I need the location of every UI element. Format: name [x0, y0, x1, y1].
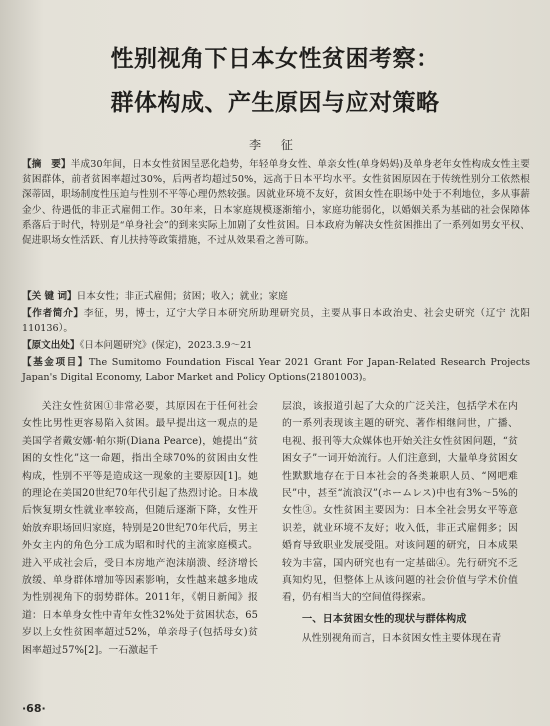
article-title-line2: 群体构成、产生原因与应对策略: [110, 90, 440, 116]
abstract-block: [22, 157, 530, 248]
keywords-text: 日本女性；非正式雇佣；贫困；收入；就业；家庭: [76, 291, 288, 302]
fund-text: The Sumitomo Foundation Fiscal Year 2021 Grant For Japan-Related Research Projects Japan's Digital Economy, Labor Market and Policy Options(21801003)。: [22, 357, 530, 384]
body-paragraph: 从性别视角而言，日本贫困女性主要体现在青: [301, 633, 502, 645]
source-text: 《日本问题研究》(保定)，2023.3.9～21: [79, 340, 253, 351]
source-block: [22, 338, 530, 353]
article-title-line1: 性别视角下日本女性贫困考察：: [110, 46, 440, 72]
fund-label: 【基金项目】: [22, 357, 89, 368]
section-heading: 一、日本贫困女性的现状与群体构成: [302, 613, 467, 625]
author-intro-block: [22, 306, 530, 336]
body-paragraph: 层浪，该报道引起了大众的广泛关注，包括学术在内的一系列表现该主题的研究、著作相继问世，广播、电视、报刊等大众媒体也开始关注女性贫困问题，“贫困女子”一词开始流行。人们注意到，大量单身贫困女性默默地存在于日本社会的各类兼职人员、“网吧难民”中，甚至“流浪汉”(ホームレス)中也有3%～5%的女性③。女性贫困主要因为：日本全社会男女平等意识差，就业环境不友好；收入低，非正式雇佣多；因婚育导致职业发展受阻。对该问题的研究，日本成果较为丰富，国内研究也有一定基础④。先行研究不乏真知灼见，但整体上从该问题的社会价值与学术价值看，仍有相当大的空间值得探索。: [282, 401, 518, 604]
page-number: ·68·: [22, 702, 46, 715]
source-label: 【原文出处】: [22, 340, 80, 351]
abstract-text: 半成30年间，日本女性贫困呈恶化趋势，年轻单身女性、单亲女性(单身妈妈)及单身老年女性构成女性主要贫困群体，前者贫困率超过30%，后两者均超过50%，远高于日本平均水平。女性贫困原因在于传统性别分工依然根深蒂固，职场制度性压迫与性别不平等心理仍然较强。因就业环境不友好，贫困女性在职场中处于不利地位，多从事薪金少、待遇低的非正式雇佣工作。30年来，日本家庭规模逐渐缩小，家庭功能弱化，以婚姻关系为基础的社会保障体系落后于时代，特别是“单身社会”的到来实际上加剧了女性贫困。日本政府为解决女性贫困推出了一系列如男女平权、促进职场女性活跃、育儿扶持等政策措施，不过从效果看之善可陈。: [22, 159, 531, 247]
keywords-label: 【关 键 词】: [22, 291, 77, 302]
author-intro-text: 李征，男，博士，辽宁大学日本研究所助理研究员，主要从事日本政治史、社会史研究（辽宁 沈阳 110136）。: [22, 308, 531, 335]
keywords-block: [22, 289, 530, 304]
body-paragraph: 关注女性贫困①非常必要，其原因在于任何社会女性比男性更容易陷入贫困。最早提出这一观点的是美国学者戴安娜·帕尔斯(Diana Pearce)，她提出“贫困的女性化”这一命题，指出全球70%的贫困由女性构成，性别不平等是造成这一现象的主要原因[1]。她的理论在美国20世纪70年代引起了热烈讨论。日本战后恢复期女性就业率较高，但随后逐渐下降，女性开始放弃职场回归家庭，特别是20世纪70年代后，男主外女主内的角色分工成为昭和时代的主流家庭模式。进入平成社会后，受日本房地产泡沫崩溃、经济增长放缓、单身群体增加等因素影响，女性越来越多地成为性别视角下的弱势群体。2011年，《朝日新闻》报道：日本单身女性中青年女性32%处于贫困状态，65岁以上女性贫困率超过52%，单亲母子(包括母女)贫困率超过57%[2]。一石激起千: [22, 401, 258, 656]
fund-block: [22, 355, 530, 385]
body-column-right: [282, 398, 518, 648]
author-name: 李 征: [249, 138, 301, 152]
abstract-label: 【摘 要】: [22, 159, 71, 170]
body-column-left: [22, 398, 258, 659]
author-intro-label: 【作者简介】: [22, 308, 84, 319]
